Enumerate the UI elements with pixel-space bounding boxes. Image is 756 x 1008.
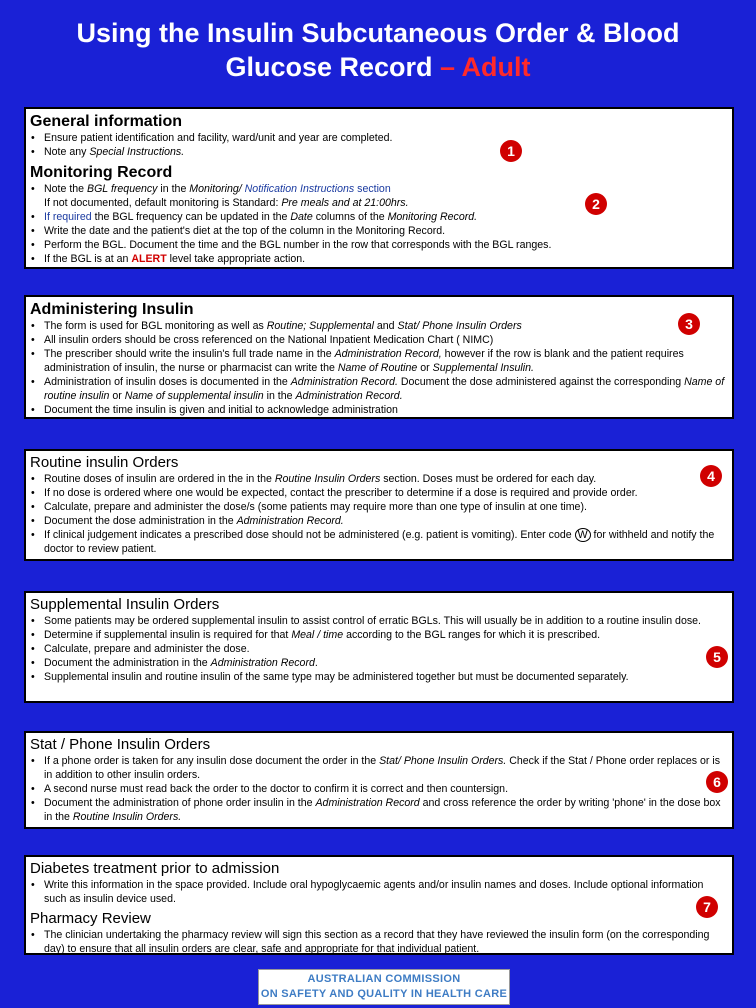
list-item: • Calculate, prepare and administer the dose. [30, 642, 728, 656]
step-5-badge: 5 [706, 646, 728, 668]
step-1-badge: 1 [500, 140, 522, 162]
page-title [0, 16, 756, 84]
list-item: • The form is used for BGL monitoring as well as Routine; Supplemental and Stat/ Phone Insulin Orders [30, 319, 728, 333]
list-item: • If the BGL is at an ALERT level take appropriate action. [30, 252, 728, 266]
list-item: • Perform the BGL. Document the time and the BGL number in the row that corresponds with the BGL ranges. [30, 238, 728, 252]
withheld-code-circle: W [575, 528, 591, 542]
list-item: • Write the date and the patient's diet at the top of the column in the Monitoring Record. [30, 224, 728, 238]
stat-heading: Stat / Phone Insulin Orders [30, 736, 211, 753]
logo-line-2: ON SAFETY AND QUALITY IN HEALTH CARE [260, 988, 508, 1000]
step-3-badge: 3 [678, 313, 700, 335]
stat-box [24, 731, 734, 829]
diabetes-heading: Diabetes treatment prior to admission [30, 860, 280, 877]
supplemental-box [24, 591, 734, 703]
general-heading: General information [30, 113, 183, 130]
list-item: • The prescriber should write the insulin's full trade name in the Administration Record, however if the row is blank and the patient requires administration of insulin, the nurse or pharmacist can write the Name of Routine or Supplemental Insulin. [30, 347, 728, 375]
commission-logo [258, 969, 510, 1005]
list-item: • Determine if supplemental insulin is required for that Meal / time according to the BGL ranges for which it is prescribed. [30, 628, 728, 642]
list-item: • If no dose is ordered where one would be expected, contact the prescriber to determine if a dose is required and provide order. [30, 486, 728, 500]
diabetes-pharmacy-box [24, 855, 734, 955]
list-item-subline: If not documented, default monitoring is Standard: Pre meals and at 21:00hrs. [44, 197, 409, 209]
title-line-2-main: Glucose Record [225, 52, 433, 82]
list-item: • If a phone order is taken for any insulin dose document the order in the Stat/ Phone Insulin Orders. Check if the Stat / Phone order replaces or is in addition to other insulin orders. [30, 754, 728, 782]
list-item: • Document the administration in the Administration Record. [30, 656, 728, 670]
list-item: • Routine doses of insulin are ordered in the in the Routine Insulin Orders section. Doses must be ordered for each day. [30, 472, 728, 486]
administering-heading: Administering Insulin [30, 301, 194, 318]
monitoring-heading: Monitoring Record [30, 164, 173, 181]
logo-line-1: AUSTRALIAN COMMISSION [307, 973, 461, 985]
routine-heading: Routine insulin Orders [30, 454, 179, 471]
supplemental-heading: Supplemental Insulin Orders [30, 596, 220, 613]
routine-list [30, 472, 728, 556]
list-item: • All insulin orders should be cross referenced on the National Inpatient Medication Chart ( NIMC) [30, 333, 728, 347]
supplemental-list [30, 614, 728, 684]
list-item: • The clinician undertaking the pharmacy review will sign this section as a record that they have reviewed the insulin form (on the corresponding day) to ensure that all insulin orders are clear, safe and appropriate for that individual patient. [30, 928, 728, 956]
list-item: • Some patients may be ordered supplemental insulin to assist control of erratic BGLs. This will usually be in addition to a routine insulin dose. [30, 614, 728, 628]
title-line-1: Using the Insulin Subcutaneous Order & Blood [76, 18, 680, 48]
administering-box [24, 295, 734, 419]
list-item: • Note the BGL frequency in the Monitoring/ Notification Instructions section If not documented, default monitoring is Standard: Pre meals and at 21:00hrs. [30, 182, 728, 210]
list-item: • Note any Special Instructions. [30, 145, 728, 159]
stat-list [30, 754, 728, 824]
pharmacy-heading: Pharmacy Review [30, 910, 151, 927]
pharmacy-list [30, 928, 728, 956]
general-monitoring-box [24, 107, 734, 269]
list-item: • If required the BGL frequency can be updated in the Date columns of the Monitoring Record. [30, 210, 728, 224]
list-item: • Document the time insulin is given and initial to acknowledge administration [30, 403, 728, 417]
title-adult-label: – Adult [432, 52, 531, 82]
step-2-badge: 2 [585, 193, 607, 215]
list-item: • Supplemental insulin and routine insulin of the same type may be administered together but must be documented separately. [30, 670, 728, 684]
general-list [30, 131, 728, 159]
step-6-badge: 6 [706, 771, 728, 793]
step-4-badge: 4 [700, 465, 722, 487]
list-item: • Calculate, prepare and administer the dose/s (some patients may require more than one type of insulin at one time). [30, 500, 728, 514]
diabetes-list [30, 878, 728, 906]
routine-box [24, 449, 734, 561]
administering-list [30, 319, 728, 417]
list-item: • A second nurse must read back the order to the doctor to confirm it is correct and then countersign. [30, 782, 728, 796]
list-item: • If clinical judgement indicates a prescribed dose should not be administered (e.g. patient is vomiting). Enter code W for withheld and notify the doctor to review patient. [30, 528, 728, 556]
list-item: • Document the administration of phone order insulin in the Administration Record and cross reference the order by writing 'phone' in the dose box in the Routine Insulin Orders. [30, 796, 728, 824]
monitoring-list [30, 182, 728, 266]
list-item: • Administration of insulin doses is documented in the Administration Record. Document the dose administered against the corresponding Name of routine insulin or Name of supplemental insulin in the Administration Record. [30, 375, 728, 403]
list-item: • Document the dose administration in the Administration Record. [30, 514, 728, 528]
list-item: • Ensure patient identification and facility, ward/unit and year are completed. [30, 131, 728, 145]
list-item: • Write this information in the space provided. Include oral hypoglycaemic agents and/or insulin names and doses. Include optional information such as insulin device used. [30, 878, 728, 906]
title-line-2 [0, 50, 756, 84]
step-7-badge: 7 [696, 896, 718, 918]
